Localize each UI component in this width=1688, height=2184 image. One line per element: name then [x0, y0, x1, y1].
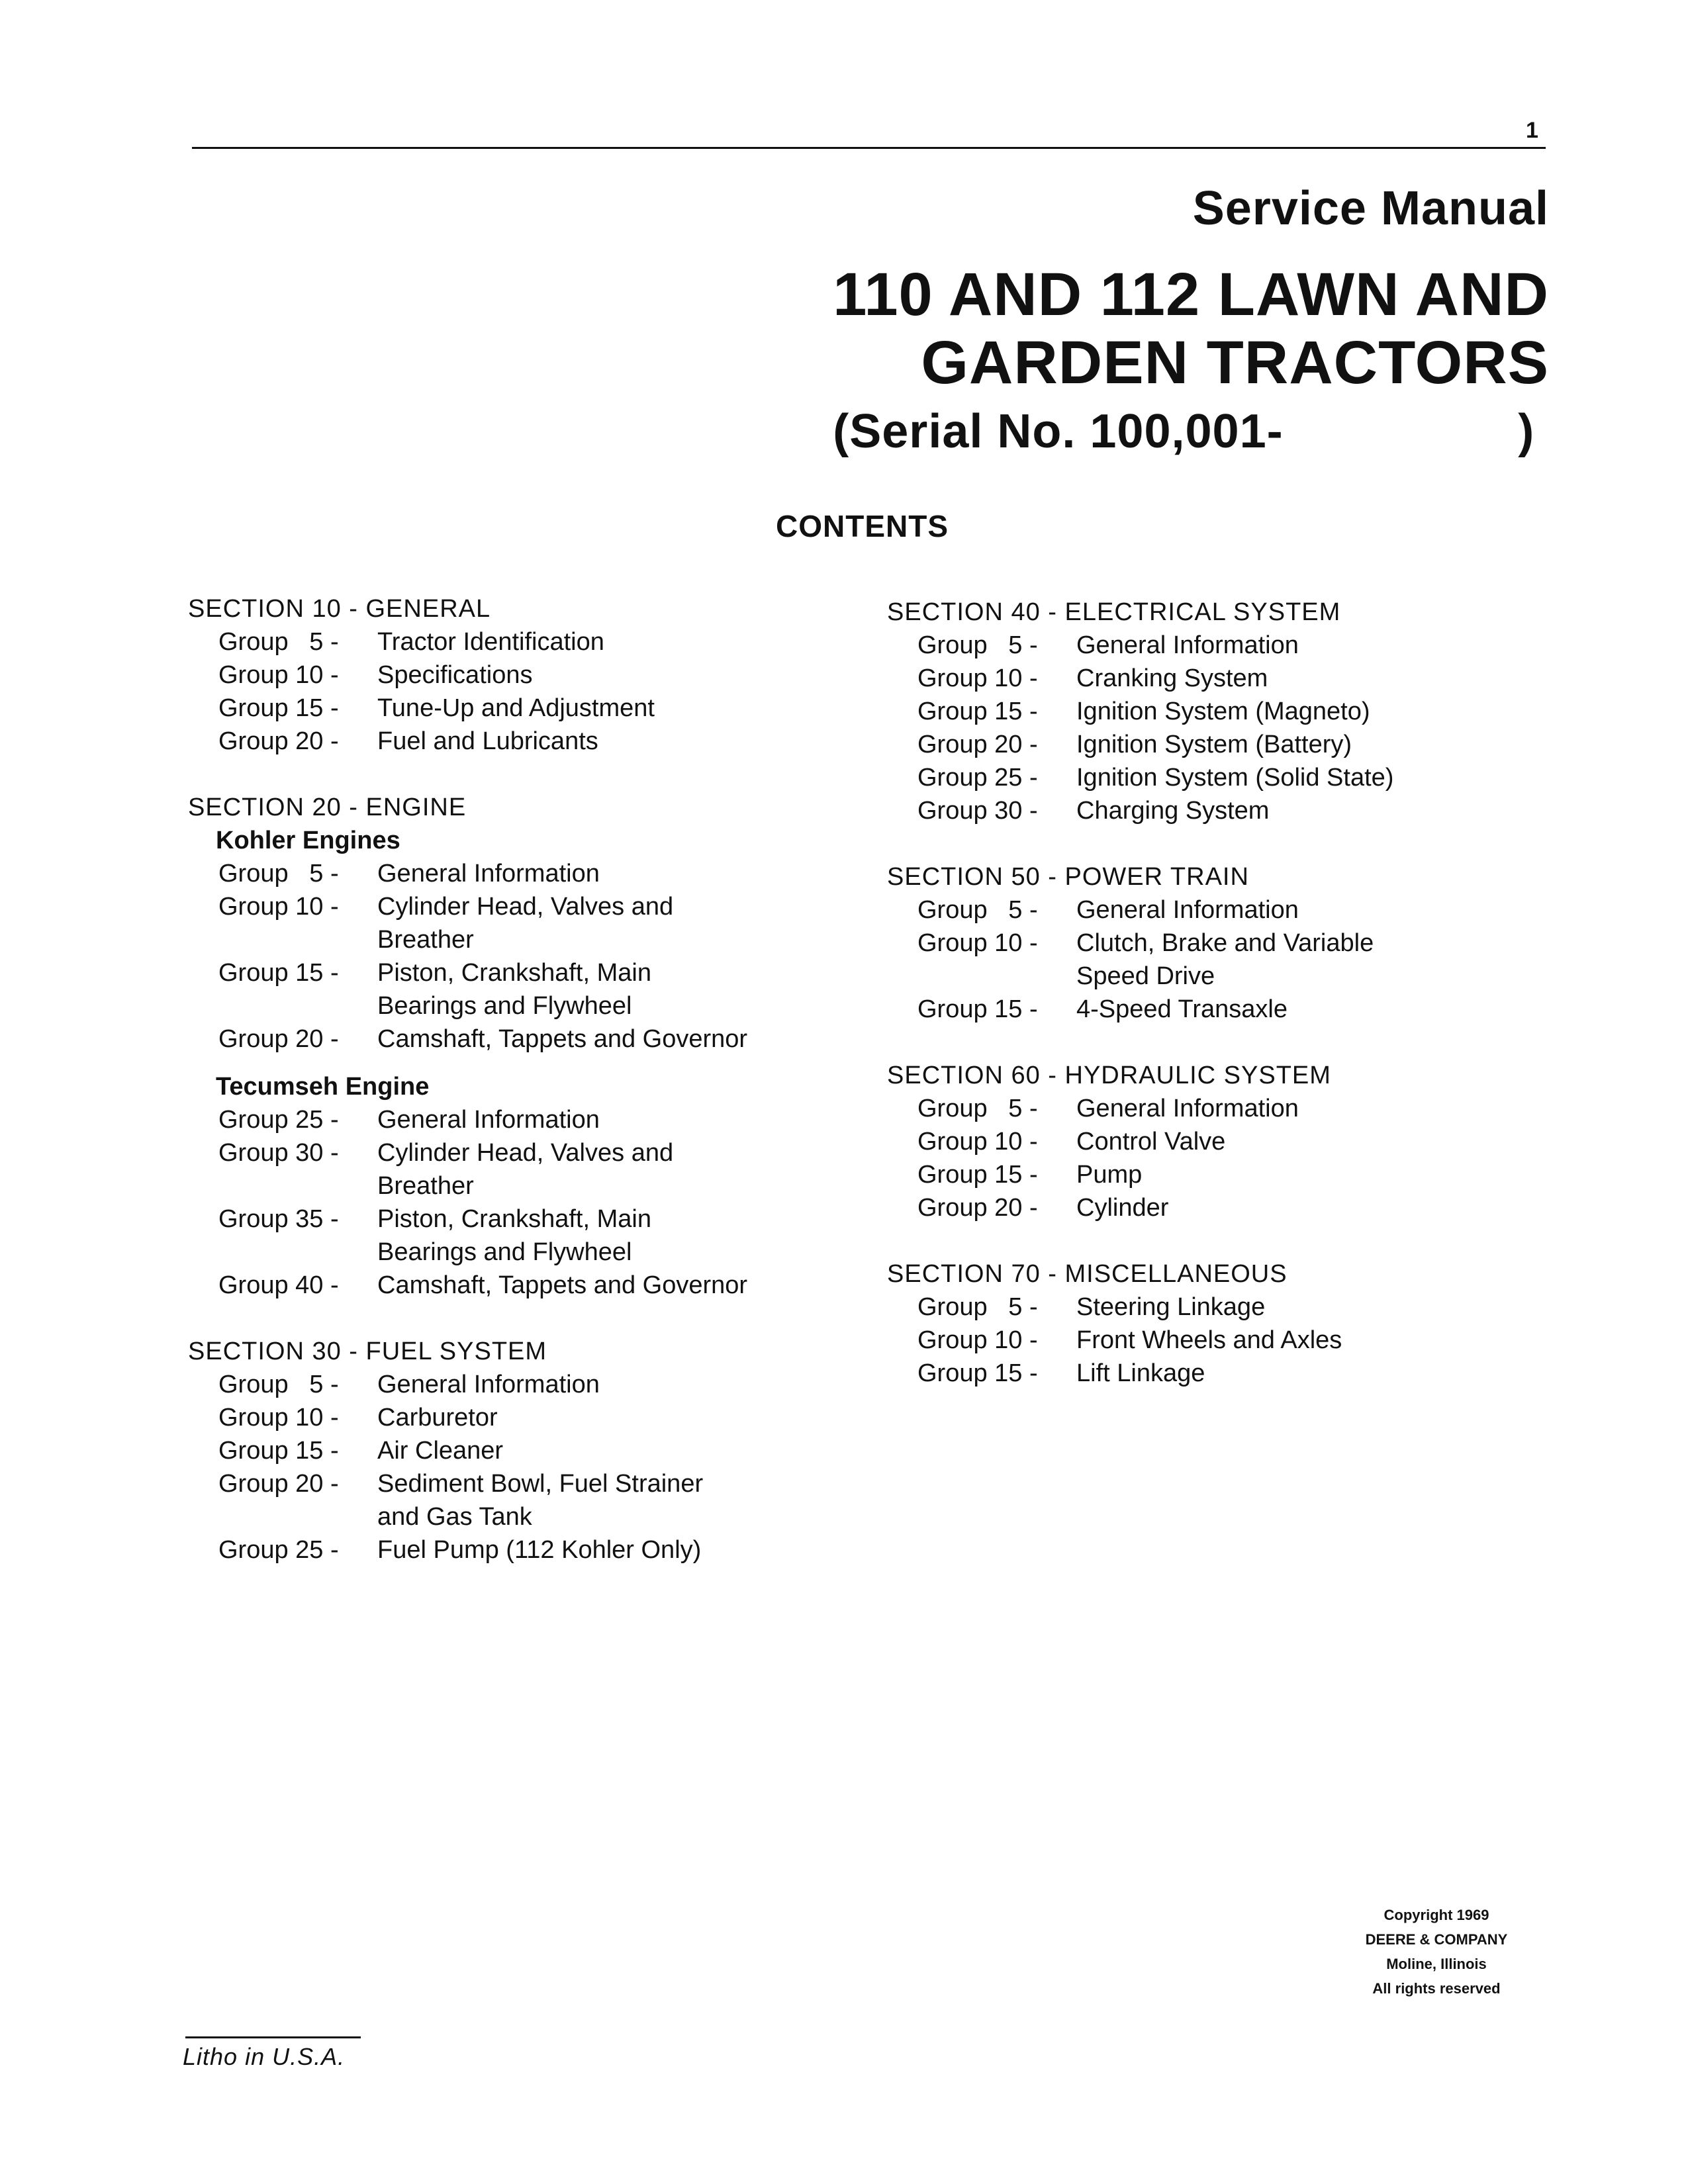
group-title: Specifications — [377, 661, 533, 689]
group-number: Group 5 - — [917, 631, 1038, 659]
group-title: Cylinder Head, Valves and Breather — [377, 893, 674, 954]
serial-end: ) — [1518, 404, 1535, 458]
section-title: SECTION 40 - ELECTRICAL SYSTEM — [887, 598, 1341, 626]
group-title: Charging System — [1076, 797, 1270, 825]
manual-type-title: Service Manual — [1192, 182, 1549, 235]
section-60 — [887, 1059, 1483, 1224]
page-number: 1 — [1526, 118, 1538, 143]
group-title: Steering Linkage — [1076, 1293, 1266, 1321]
group-number: Group 5 - — [218, 628, 339, 656]
group-number: Group 30 - — [218, 1139, 339, 1167]
section-title: SECTION 60 - HYDRAULIC SYSTEM — [887, 1062, 1331, 1089]
group-number: Group 10 - — [218, 893, 339, 921]
header-rule — [192, 147, 1546, 149]
group-number: Group 5 - — [917, 896, 1038, 924]
group-title: Carburetor — [377, 1404, 498, 1432]
group-number: Group 5 - — [917, 1095, 1038, 1122]
group-entry — [218, 1023, 784, 1056]
group-number: Group 15 - — [917, 995, 1038, 1023]
model-title-line1: 110 AND 112 LAWN AND — [833, 260, 1549, 328]
group-title: Clutch, Brake and Variable Speed Drive — [1076, 929, 1374, 990]
section-70 — [887, 1257, 1483, 1390]
group-title: General Information — [377, 1106, 600, 1134]
serial-range — [833, 405, 1534, 459]
section-title: SECTION 20 - ENGINE — [188, 794, 467, 821]
group-number: Group 25 - — [917, 764, 1038, 792]
group-number: Group 5 - — [917, 1293, 1038, 1321]
contents-heading: CONTENTS — [776, 509, 949, 543]
group-title: Piston, Crankshaft, Main Bearings and Flywheel — [377, 1205, 651, 1266]
group-title: Air Cleaner — [377, 1437, 504, 1465]
group-entry — [218, 1467, 784, 1533]
group-title: Ignition System (Solid State) — [1076, 764, 1394, 792]
group-number: Group 15 - — [917, 698, 1038, 725]
section-20 — [188, 791, 784, 1302]
group-title: Lift Linkage — [1076, 1359, 1205, 1387]
section-40 — [887, 596, 1483, 827]
group-entry — [917, 695, 1483, 728]
group-entry — [917, 662, 1483, 695]
group-entry — [218, 1434, 784, 1467]
group-number: Group 10 - — [917, 1326, 1038, 1354]
contents-right-column — [887, 596, 1483, 1423]
copyright-location: Moline, Illinois — [1386, 1956, 1487, 1972]
group-entry — [917, 1125, 1483, 1158]
group-title: Camshaft, Tappets and Governor — [377, 1025, 748, 1053]
group-number: Group 15 - — [917, 1161, 1038, 1189]
section-title: SECTION 70 - MISCELLANEOUS — [887, 1260, 1288, 1288]
group-entry — [917, 893, 1483, 927]
group-title: Control Valve — [1076, 1128, 1226, 1156]
group-entry — [218, 1136, 784, 1203]
group-title: Tractor Identification — [377, 628, 604, 656]
group-title: General Information — [1076, 896, 1299, 924]
group-entry — [218, 1368, 784, 1401]
group-entry — [218, 692, 784, 725]
group-entry — [218, 1203, 784, 1269]
section-50 — [887, 860, 1483, 1026]
group-entry — [917, 1357, 1483, 1390]
group-number: Group 25 - — [218, 1106, 339, 1134]
group-number: Group 10 - — [917, 929, 1038, 957]
group-entry — [218, 1401, 784, 1434]
group-number: Group 15 - — [917, 1359, 1038, 1387]
contents-left-column — [188, 592, 784, 1600]
group-title: Ignition System (Magneto) — [1076, 698, 1370, 725]
section-title: SECTION 30 - FUEL SYSTEM — [188, 1338, 547, 1365]
group-title: Front Wheels and Axles — [1076, 1326, 1342, 1354]
group-number: Group 20 - — [218, 1025, 339, 1053]
group-entry — [917, 993, 1483, 1026]
group-entry — [218, 1103, 784, 1136]
group-number: Group 30 - — [917, 797, 1038, 825]
group-title: Fuel Pump (112 Kohler Only) — [377, 1536, 702, 1564]
group-entry — [917, 1191, 1483, 1224]
group-entry — [218, 1269, 784, 1302]
group-entry — [218, 659, 784, 692]
group-entry — [917, 1324, 1483, 1357]
group-entry — [218, 890, 784, 956]
group-number: Group 25 - — [218, 1536, 339, 1564]
engine-subheading-kohler: Kohler Engines — [216, 827, 400, 854]
group-entry — [917, 728, 1483, 761]
group-number: Group 10 - — [917, 664, 1038, 692]
group-number: Group 15 - — [218, 959, 339, 987]
section-30 — [188, 1335, 784, 1567]
group-title: Sediment Bowl, Fuel Strainer and Gas Tank — [377, 1470, 704, 1531]
group-entry — [917, 1092, 1483, 1125]
group-number: Group 5 - — [218, 860, 339, 887]
group-number: Group 20 - — [218, 1470, 339, 1498]
section-10 — [188, 592, 784, 758]
group-title: General Information — [377, 860, 600, 887]
group-title: Camshaft, Tappets and Governor — [377, 1271, 748, 1299]
group-entry — [917, 761, 1483, 794]
group-number: Group 15 - — [218, 694, 339, 722]
group-number: Group 20 - — [917, 1194, 1038, 1222]
group-number: Group 35 - — [218, 1205, 339, 1233]
group-title: General Information — [377, 1371, 600, 1398]
copyright-notice — [1344, 1903, 1529, 2001]
group-title: Tune-Up and Adjustment — [377, 694, 655, 722]
group-title: General Information — [1076, 631, 1299, 659]
group-title: 4-Speed Transaxle — [1076, 995, 1288, 1023]
serial-start: (Serial No. 100,001- — [833, 404, 1284, 458]
group-title: General Information — [1076, 1095, 1299, 1122]
group-entry — [218, 857, 784, 890]
group-entry — [917, 629, 1483, 662]
group-entry — [917, 794, 1483, 827]
group-title: Pump — [1076, 1161, 1143, 1189]
model-title-line2: GARDEN TRACTORS — [921, 328, 1549, 396]
print-origin: Litho in U.S.A. — [183, 2043, 346, 2070]
group-entry — [218, 625, 784, 659]
footer-rule — [185, 2036, 361, 2038]
group-number: Group 40 - — [218, 1271, 339, 1299]
group-title: Cylinder — [1076, 1194, 1169, 1222]
group-entry — [218, 956, 784, 1023]
group-title: Piston, Crankshaft, Main Bearings and Flywheel — [377, 959, 651, 1020]
group-title: Cylinder Head, Valves and Breather — [377, 1139, 674, 1200]
group-number: Group 10 - — [218, 661, 339, 689]
group-title: Ignition System (Battery) — [1076, 731, 1352, 758]
group-entry — [917, 1158, 1483, 1191]
group-entry — [917, 927, 1483, 993]
section-title: SECTION 10 - GENERAL — [188, 595, 491, 623]
group-entry — [917, 1291, 1483, 1324]
group-number: Group 5 - — [218, 1371, 339, 1398]
engine-subheading-tecumseh: Tecumseh Engine — [216, 1073, 430, 1101]
group-number: Group 20 - — [218, 727, 339, 755]
title-block — [833, 182, 1549, 458]
group-title: Fuel and Lubricants — [377, 727, 598, 755]
group-number: Group 10 - — [917, 1128, 1038, 1156]
copyright-rights: All rights reserved — [1372, 1980, 1501, 1997]
group-number: Group 15 - — [218, 1437, 339, 1465]
copyright-company: DEERE & COMPANY — [1365, 1931, 1508, 1948]
group-entry — [218, 1533, 784, 1567]
group-title: Cranking System — [1076, 664, 1268, 692]
section-title: SECTION 50 - POWER TRAIN — [887, 863, 1249, 891]
group-entry — [218, 725, 784, 758]
group-number: Group 10 - — [218, 1404, 339, 1432]
copyright-year: Copyright 1969 — [1383, 1907, 1489, 1923]
group-number: Group 20 - — [917, 731, 1038, 758]
